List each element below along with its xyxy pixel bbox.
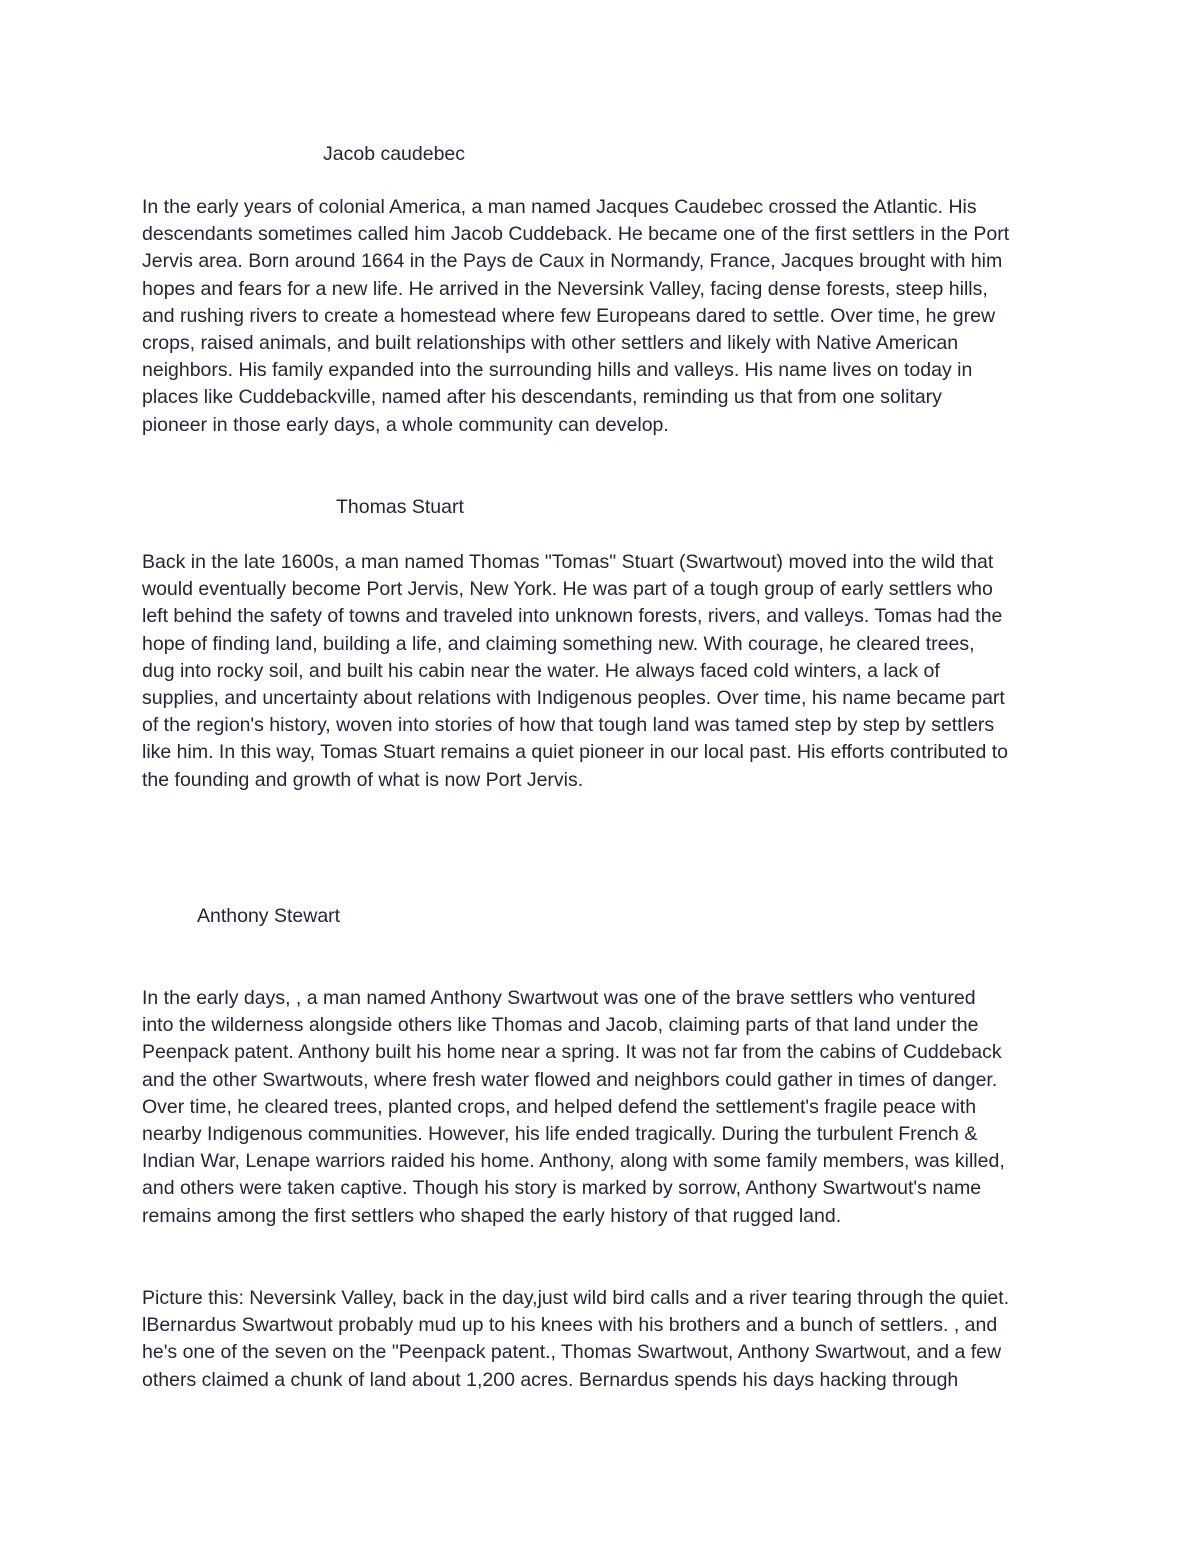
- section-heading-anthony: Anthony Stewart: [197, 905, 341, 927]
- text-line: remains among the first settlers who shaped the early history of that rugged land.: [142, 1204, 842, 1227]
- text-line: left behind the safety of towns and traveled into unknown forests, rivers, and valleys. Tomas had the: [142, 605, 1003, 628]
- text-line: hope of finding land, building a life, and claiming something new. With courage, he cleared trees,: [142, 632, 975, 655]
- text-line: like him. In this way, Tomas Stuart remains a quiet pioneer in our local past. His efforts contributed to: [142, 741, 1008, 764]
- section-heading-jacob: Jacob caudebec: [323, 143, 466, 165]
- paragraph-bernardus: [142, 1285, 1072, 1394]
- text-line: Indian War, Lenape warriors raided his home. Anthony, along with some family members, was killed,: [142, 1150, 1005, 1173]
- text-line: Back in the late 1600s, a man named Thomas "Tomas" Stuart (Swartwout) moved into the wild that: [142, 551, 994, 573]
- paragraph-jacob: [142, 194, 1072, 439]
- text-line: others claimed a chunk of land about 1,200 acres. Bernardus spends his days hacking through: [142, 1368, 959, 1391]
- text-line: and others were taken captive. Though his story is marked by sorrow, Anthony Swartwout's name: [142, 1177, 982, 1200]
- text-line: into the wilderness alongside others like Thomas and Jacob, claiming parts of that land under the: [142, 1014, 979, 1037]
- text-line: pioneer in those early days, a whole community can develop.: [142, 413, 669, 436]
- paragraph-thomas: [142, 549, 1072, 794]
- text-line: Picture this: Neversink Valley, back in the day,just wild bird calls and a river tearing through the quiet.: [142, 1287, 1010, 1309]
- text-line: Jervis area. Born around 1664 in the Pays de Caux in Normandy, France, Jacques brought with him: [142, 250, 1003, 273]
- text-line: would eventually become Port Jervis, New York. He was part of a tough group of early settlers who: [142, 578, 993, 601]
- text-line: hopes and fears for a new life. He arrived in the Neversink Valley, facing dense forests, steep hills,: [142, 277, 988, 300]
- text-line: Over time, he cleared trees, planted crops, and helped defend the settlement's fragile peace with: [142, 1095, 977, 1118]
- paragraph-anthony: [142, 985, 1072, 1230]
- text-line: crops, raised animals, and built relationships with other settlers and likely with Native American: [142, 332, 959, 355]
- text-line: the founding and growth of what is now Port Jervis.: [142, 768, 584, 791]
- text-line: supplies, and uncertainty about relations with Indigenous peoples. Over time, his name became part: [142, 687, 1005, 710]
- text-line: he's one of the seven on the "Peenpack patent., Thomas Swartwout, Anthony Swartwout, and a few: [142, 1341, 1002, 1364]
- text-line: descendants sometimes called him Jacob Cuddeback. He became one of the first settlers in the Port: [142, 223, 1010, 246]
- text-line: nearby Indigenous communities. However, his life ended tragically. During the turbulent French &: [142, 1123, 978, 1146]
- text-line: In the early years of colonial America, a man named Jacques Caudebec crossed the Atlantic. His: [142, 196, 977, 218]
- section-heading-thomas: Thomas Stuart: [336, 496, 464, 518]
- text-line: of the region's history, woven into stories of how that tough land was tamed step by step by settlers: [142, 714, 995, 737]
- text-line: In the early days, , a man named Anthony Swartwout was one of the brave settlers who ventured: [142, 987, 976, 1009]
- text-line: and rushing rivers to create a homestead where few Europeans dared to settle. Over time, he grew: [142, 304, 996, 327]
- text-line: Peenpack patent. Anthony built his home near a spring. It was not far from the cabins of Cuddeback: [142, 1041, 1002, 1064]
- text-line: and the other Swartwouts, where fresh water flowed and neighbors could gather in times of danger.: [142, 1068, 998, 1091]
- text-line: dug into rocky soil, and built his cabin near the water. He always faced cold winters, a lack of: [142, 659, 940, 682]
- text-line: lBernardus Swartwout probably mud up to his knees with his brothers and a bunch of settlers. , and: [142, 1314, 998, 1337]
- text-line: neighbors. His family expanded into the surrounding hills and valleys. His name lives on today in: [142, 359, 973, 382]
- text-line: places like Cuddebackville, named after his descendants, reminding us that from one solitary: [142, 386, 942, 409]
